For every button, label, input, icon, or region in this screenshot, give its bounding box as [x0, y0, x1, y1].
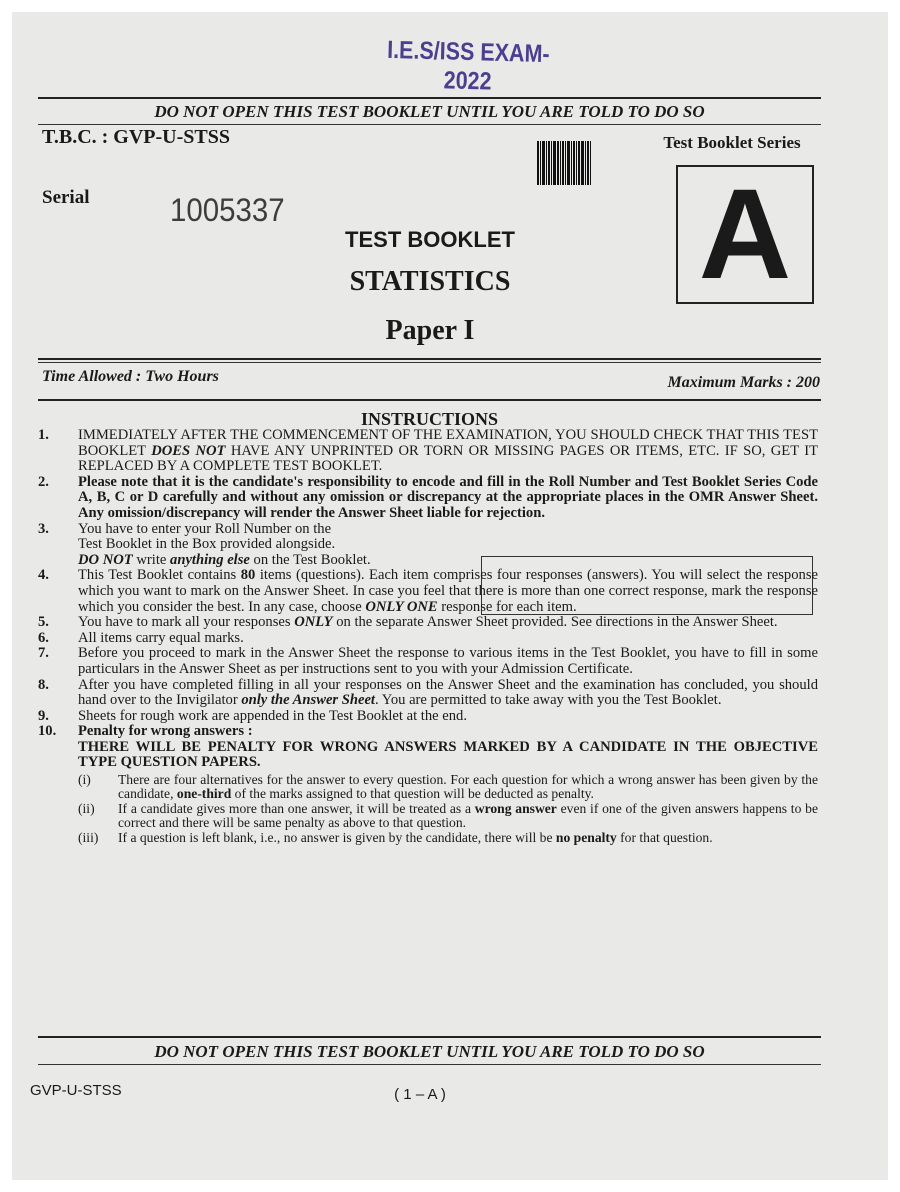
- instruction-item: 1. IMMEDIATELY AFTER THE COMMENCEMENT OF THE EXAMINATION, YOU SHOULD CHECK THAT THIS TEST BOOKLET DOES NOT HAVE ANY UNPRINTED OR TORN OR MISSING PAGES OR ITEMS, ETC. IF SO, GET IT REPLACED BY A COMPLETE TEST BOOKLET.: [38, 427, 818, 475]
- subject-title: STATISTICS: [349, 266, 511, 297]
- page-number: ( 1 – A ): [394, 1086, 446, 1103]
- instruction-item: 9. Sheets for rough work are appended in the Test Booklet at the end.: [38, 707, 467, 724]
- penalty-subitem: (iii) If a question is left blank, i.e., no answer is given by the candidate, there will be no penalty for that question.: [78, 830, 713, 846]
- top-notice: DO NOT OPEN THIS TEST BOOKLET UNTIL YOU ARE TOLD TO DO SO: [154, 102, 705, 121]
- instruction-item: 8. After you have completed filling in all your responses on the Answer Sheet and the examination has concluded, you should hand over to the Invigilator only the Answer Sheet. You are permitted to take away with you the Test Booklet.: [38, 676, 818, 709]
- top-rule: [38, 97, 821, 99]
- instruction-item: 4. This Test Booklet contains 80 items (questions). Each item comprises four responses (answers). You will select the response which you want to mark on the Answer Sheet. In case you feel that there is more than one correct response, mark the response which you consider the best. In any case, choose ONLY ONE response for each item.: [38, 567, 818, 615]
- instruction-item: 2. Please note that it is the candidate's responsibility to encode and fill in the Roll Number and Test Booklet Series Code A, B, C or D carefully and without any omission or discrepancy at the appropriate places in the OMR Answer Sheet. Any omission/discrepancy will render the Answer Sheet liable for rejection.: [38, 473, 818, 521]
- instruction-item: 10. Penalty for wrong answers : THERE WILL BE PENALTY FOR WRONG ANSWERS MARKED BY A CANDIDATE IN THE OBJECTIVE TYPE QUESTION PAPERS. (i) There are four alternatives for the answer to every question. For each question for which a wrong answer has been given by the candidate, one-third of the marks assigned to that question will be deducted as penalty. (ii) If a candidate gives more than one answer, it will be treated as a wrong answer even if one of the given answers happens to be correct and there will be same penalty as above to that question. (iii) If a question is left blank, i.e., no answer is given by the candidate, there will be no penalty for that question.: [38, 723, 818, 846]
- series-letter-box: A: [676, 165, 814, 304]
- bottom-notice: DO NOT OPEN THIS TEST BOOKLET UNTIL YOU ARE TOLD TO DO SO: [154, 1042, 705, 1061]
- barcode: [537, 141, 601, 185]
- time-allowed: Time Allowed : Two Hours: [42, 368, 219, 385]
- instructions-list: [38, 428, 818, 845]
- footer-code: GVP-U-STSS: [30, 1082, 122, 1099]
- instructions-heading: INSTRUCTIONS: [360, 409, 499, 429]
- title-rule-thin: [38, 362, 821, 363]
- penalty-subitem: (ii) If a candidate gives more than one answer, it will be treated as a wrong answer even if one of the given answers happens to be correct and there will be same penalty as above to that question.: [78, 801, 818, 830]
- instruction-item: 7. Before you proceed to mark in the Answer Sheet the response to various items in the Test Booklet, you have to fill in some particulars in the Answer Sheet as per instructions sent to you with your Admission Certificate.: [38, 645, 818, 677]
- serial-number: 1005337: [170, 192, 285, 228]
- bottom-rule-thin: [38, 1064, 821, 1065]
- marks-rule: [38, 399, 821, 401]
- tbc-code: T.B.C. : GVP-U-STSS: [42, 126, 230, 148]
- notice-rule: [38, 124, 821, 125]
- instruction-item: 6. All items carry equal marks.: [38, 629, 244, 646]
- title-rule: [38, 358, 821, 360]
- penalty-subitem: (i) There are four alternatives for the answer to every question. For each question for which a wrong answer has been given by the candidate, one-third of the marks assigned to that question will be deducted as penalty.: [78, 772, 818, 801]
- booklet-title: TEST BOOKLET: [345, 227, 515, 252]
- paper-title: Paper I: [385, 315, 475, 346]
- series-label: Test Booklet Series: [663, 133, 801, 152]
- instruction-item: 3. You have to enter your Roll Number on the Test Booklet in the Box provided alongside. DO NOT write anything else on the Test Booklet.: [38, 520, 371, 568]
- bottom-rule: [38, 1036, 821, 1038]
- instruction-item: 5. You have to mark all your responses ONLY on the separate Answer Sheet provided. See directions in the Answer Sheet.: [38, 614, 778, 631]
- serial-label: Serial: [42, 187, 90, 208]
- exam-stamp: I.E.S/ISS EXAM-2022: [386, 35, 550, 96]
- maximum-marks: Maximum Marks : 200: [667, 374, 820, 391]
